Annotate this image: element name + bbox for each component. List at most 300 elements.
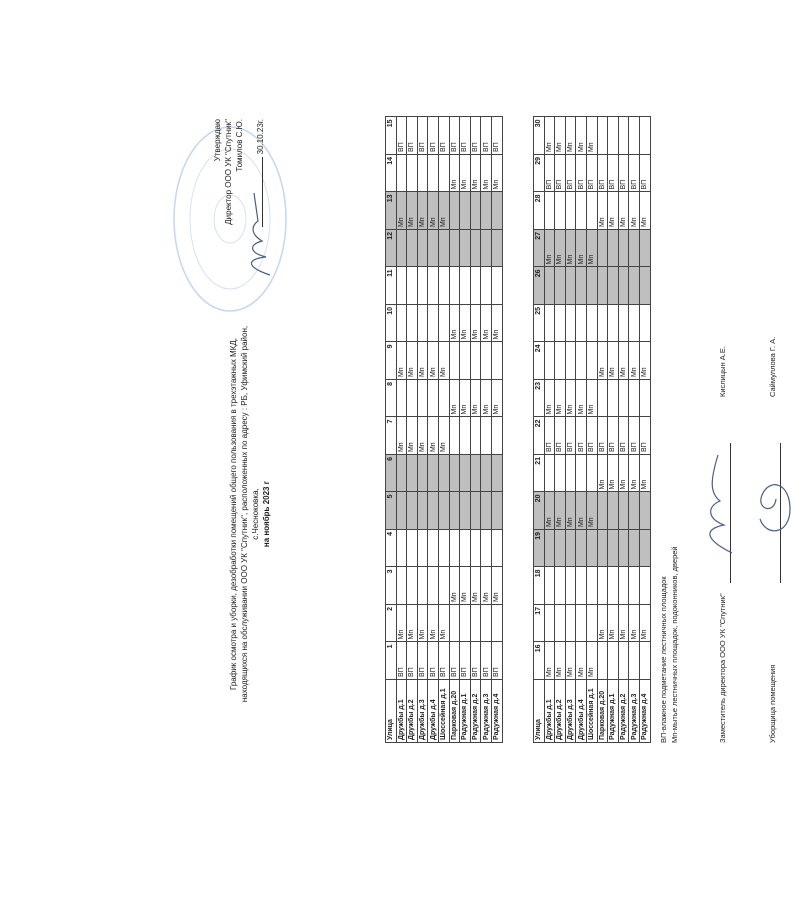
schedule-cell [491, 605, 502, 643]
schedule-cell [576, 305, 587, 343]
schedule-cell [417, 567, 428, 605]
schedule-cell [629, 117, 640, 155]
schedule-cell: Мп [597, 342, 608, 380]
schedule-cell: Мп [470, 567, 481, 605]
schedule-cell: Мп [586, 642, 597, 680]
schedule-cell [407, 155, 418, 193]
schedule-cell [639, 642, 650, 680]
schedule-cell: Мп [470, 305, 481, 343]
schedule-cell [576, 192, 587, 230]
schedule-cell [544, 267, 555, 305]
schedule-cell [576, 455, 587, 493]
schedule-cell: Мп [417, 605, 428, 643]
schedule-cell: Мп [597, 605, 608, 643]
day-header: 2 [386, 605, 397, 643]
street-cell: Шоссейная д.1 [586, 680, 597, 743]
schedule-cell: Мп [576, 380, 587, 418]
table-row [491, 117, 502, 743]
schedule-cell: Мп [438, 605, 449, 643]
schedule-cell: ВП [438, 117, 449, 155]
schedule-cell: Мп [481, 380, 492, 418]
table-row [438, 117, 449, 743]
schedule-cell [417, 530, 428, 568]
schedule-cell: ВП [618, 155, 629, 193]
schedule-cell: ВП [618, 417, 629, 455]
schedule-cell: ВП [396, 642, 407, 680]
schedule-cell: Мп [470, 155, 481, 193]
schedule-cell [608, 380, 619, 418]
cleaner-signature-row [768, 665, 777, 743]
schedule-cell [481, 455, 492, 493]
schedule-cell: Мп [544, 492, 555, 530]
schedule-cell [396, 230, 407, 268]
schedule-cell [576, 530, 587, 568]
schedule-cell [407, 305, 418, 343]
table-row [544, 117, 555, 743]
schedule-cell: ВП [544, 417, 555, 455]
schedule-cell: ВП [407, 117, 418, 155]
street-cell: Парковая д.20 [449, 680, 460, 743]
day-header: 17 [534, 605, 545, 643]
schedule-cell [460, 530, 471, 568]
schedule-cell [639, 530, 650, 568]
table-row [618, 117, 629, 743]
schedule-cell [417, 305, 428, 343]
schedule-cell [639, 380, 650, 418]
table-row [470, 117, 481, 743]
schedule-cell [629, 267, 640, 305]
schedule-cell: ВП [460, 642, 471, 680]
schedule-cell [438, 492, 449, 530]
schedule-cell [396, 492, 407, 530]
schedule-cell [565, 305, 576, 343]
schedule-cell: Мп [460, 380, 471, 418]
legend [658, 546, 680, 743]
schedule-cell [438, 267, 449, 305]
schedule-cell: ВП [428, 117, 439, 155]
cleaner-title: Уборщица помещения [768, 664, 777, 743]
day-header: 4 [386, 530, 397, 568]
schedule-cell: ВП [639, 417, 650, 455]
schedule-cell [407, 230, 418, 268]
schedule-cell: Мп [396, 192, 407, 230]
street-cell: Дружбы д.3 [417, 680, 428, 743]
schedule-cell [491, 455, 502, 493]
schedule-cell [586, 605, 597, 643]
street-cell: Дружбы д.4 [428, 680, 439, 743]
table-row [428, 117, 439, 743]
table-row [608, 117, 619, 743]
schedule-cell [396, 455, 407, 493]
schedule-cell [555, 305, 566, 343]
schedule-cell: ВП [438, 642, 449, 680]
schedule-cell [597, 380, 608, 418]
schedule-cell: Мп [618, 605, 629, 643]
schedule-cell [438, 230, 449, 268]
schedule-cell: Мп [449, 305, 460, 343]
schedule-cell: Мп [586, 117, 597, 155]
schedule-cell [597, 530, 608, 568]
schedule-cell: Мп [544, 117, 555, 155]
schedule-cell [597, 305, 608, 343]
schedule-cell: ВП [576, 417, 587, 455]
schedule-cell: ВП [565, 417, 576, 455]
table-row [586, 117, 597, 743]
schedule-cell [396, 567, 407, 605]
schedule-cell [449, 530, 460, 568]
day-header: 27 [534, 230, 545, 268]
schedule-cell [618, 230, 629, 268]
schedule-cell [608, 492, 619, 530]
schedule-cell [565, 455, 576, 493]
schedule-cell: Мп [565, 380, 576, 418]
schedule-cell: Мп [417, 342, 428, 380]
schedule-cell [438, 305, 449, 343]
schedule-cell: Мп [460, 305, 471, 343]
table-header-street: Улица [534, 680, 545, 743]
schedule-cell [576, 605, 587, 643]
schedule-cell [449, 417, 460, 455]
schedule-cell: Мп [608, 605, 619, 643]
schedule-cell: Мп [629, 605, 640, 643]
schedule-cell [491, 492, 502, 530]
schedule-cell: ВП [449, 117, 460, 155]
schedule-cell [460, 342, 471, 380]
schedule-cell [544, 605, 555, 643]
schedule-cell: Мп [639, 605, 650, 643]
schedule-cell [449, 455, 460, 493]
schedule-cell: Мп [576, 642, 587, 680]
schedule-cell [639, 230, 650, 268]
street-cell: Радужная д.3 [629, 680, 640, 743]
schedule-cell [449, 230, 460, 268]
street-cell: Шоссейная д.1 [438, 680, 449, 743]
schedule-cell [428, 230, 439, 268]
schedule-cell [608, 567, 619, 605]
schedule-cell [460, 230, 471, 268]
schedule-cell [460, 267, 471, 305]
schedule-cell [586, 192, 597, 230]
day-header: 29 [534, 155, 545, 193]
schedule-cell: Мп [438, 342, 449, 380]
schedule-cell: Мп [555, 230, 566, 268]
day-header: 15 [386, 117, 397, 155]
schedule-cell: ВП [481, 117, 492, 155]
schedule-cell [481, 417, 492, 455]
schedule-cell: Мп [407, 605, 418, 643]
schedule-cell [555, 267, 566, 305]
street-cell: Радужная д.2 [618, 680, 629, 743]
schedule-cell [618, 380, 629, 418]
schedule-cell: Мп [629, 192, 640, 230]
schedule-cell [407, 380, 418, 418]
schedule-cell [555, 192, 566, 230]
schedule-cell: Мп [438, 192, 449, 230]
schedule-cell [586, 305, 597, 343]
schedule-cell [407, 567, 418, 605]
schedule-cell [565, 605, 576, 643]
schedule-cell [544, 455, 555, 493]
schedule-cell [597, 267, 608, 305]
schedule-cell [428, 155, 439, 193]
schedule-cell [565, 192, 576, 230]
schedule-cell: Мп [586, 492, 597, 530]
table-row [565, 117, 576, 743]
schedule-cell [491, 342, 502, 380]
day-header: 19 [534, 530, 545, 568]
schedule-cell [618, 530, 629, 568]
schedule-cell: Мп [618, 192, 629, 230]
schedule-table-1 [385, 117, 503, 744]
street-cell: Радужная д.4 [491, 680, 502, 743]
schedule-cell: Мп [618, 342, 629, 380]
schedule-cell: Мп [438, 417, 449, 455]
schedule-cell [629, 642, 640, 680]
schedule-cell [629, 567, 640, 605]
schedule-cell: Мп [396, 342, 407, 380]
schedule-cell [481, 192, 492, 230]
schedule-cell [470, 230, 481, 268]
day-header: 22 [534, 417, 545, 455]
schedule-cell: ВП [555, 155, 566, 193]
schedule-cell: Мп [555, 380, 566, 418]
schedule-cell: ВП [608, 417, 619, 455]
schedule-cell [597, 492, 608, 530]
schedule-cell [470, 417, 481, 455]
schedule-cell [629, 230, 640, 268]
street-cell: Радужная д.3 [481, 680, 492, 743]
schedule-cell: Мп [608, 342, 619, 380]
schedule-cell: Мп [576, 117, 587, 155]
schedule-cell [417, 267, 428, 305]
schedule-cell: ВП [639, 155, 650, 193]
schedule-cell [417, 455, 428, 493]
schedule-cell: Мп [544, 380, 555, 418]
schedule-cell [407, 267, 418, 305]
schedule-cell: Мп [428, 417, 439, 455]
schedule-cell [438, 567, 449, 605]
schedule-cell: Мп [428, 192, 439, 230]
deputy-title: Заместитель директора ООО УК "Спутник" [718, 593, 727, 743]
schedule-cell [597, 230, 608, 268]
schedule-cell [417, 492, 428, 530]
schedule-cell [481, 267, 492, 305]
table-row [629, 117, 640, 743]
schedule-cell [639, 305, 650, 343]
schedule-cell [565, 267, 576, 305]
schedule-cell: Мп [639, 342, 650, 380]
schedule-cell: ВП [597, 417, 608, 455]
schedule-cell [555, 567, 566, 605]
schedule-cell [407, 455, 418, 493]
table-row [639, 117, 650, 743]
schedule-cell: Мп [565, 230, 576, 268]
schedule-cell [491, 192, 502, 230]
schedule-cell [460, 417, 471, 455]
table-row [417, 117, 428, 743]
day-header: 26 [534, 267, 545, 305]
schedule-cell: Мп [428, 342, 439, 380]
schedule-cell [639, 267, 650, 305]
schedule-cell [586, 567, 597, 605]
table-row [576, 117, 587, 743]
schedule-cell [428, 455, 439, 493]
schedule-cell [396, 267, 407, 305]
schedule-cell [449, 342, 460, 380]
schedule-cell [565, 567, 576, 605]
schedule-cell: Мп [449, 380, 460, 418]
schedule-cell [608, 117, 619, 155]
heading-line-2: находящихся на обслуживании ООО УК "Спутник", расположенных по адресу : РБ, Уфимский район, [240, 325, 249, 703]
schedule-cell [608, 530, 619, 568]
schedule-cell [449, 192, 460, 230]
schedule-cell [428, 492, 439, 530]
schedule-cell [629, 530, 640, 568]
day-header: 24 [534, 342, 545, 380]
day-header: 14 [386, 155, 397, 193]
schedule-cell [618, 267, 629, 305]
schedule-cell [428, 567, 439, 605]
table-row [460, 117, 471, 743]
schedule-cell: ВП [470, 642, 481, 680]
schedule-cell [428, 267, 439, 305]
schedule-cell [491, 230, 502, 268]
street-cell: Радужная д.4 [639, 680, 650, 743]
schedule-cell: Мп [407, 417, 418, 455]
heading-line-4: на ноябрь 2023 г [262, 480, 271, 548]
schedule-cell: ВП [428, 642, 439, 680]
schedule-cell: ВП [396, 117, 407, 155]
schedule-cell: Мп [491, 155, 502, 193]
schedule-cell: Мп [481, 305, 492, 343]
schedule-cell: Мп [565, 642, 576, 680]
schedule-cell: Мп [597, 192, 608, 230]
schedule-cell [629, 380, 640, 418]
day-header: 28 [534, 192, 545, 230]
schedule-cell [565, 342, 576, 380]
schedule-cell [470, 267, 481, 305]
schedule-cell: Мп [629, 455, 640, 493]
schedule-cell [586, 267, 597, 305]
schedule-cell [481, 342, 492, 380]
day-header: 21 [534, 455, 545, 493]
schedule-cell: Мп [470, 380, 481, 418]
schedule-cell [491, 417, 502, 455]
schedule-cell: Мп [639, 192, 650, 230]
schedule-cell: ВП [417, 117, 428, 155]
schedule-cell: ВП [597, 155, 608, 193]
schedule-cell [608, 305, 619, 343]
schedule-cell [618, 117, 629, 155]
schedule-cell [396, 380, 407, 418]
day-header: 1 [386, 642, 397, 680]
cleaner-signature [752, 469, 796, 539]
day-header: 18 [534, 567, 545, 605]
schedule-cell: ВП [481, 642, 492, 680]
heading-line-3: с.Чесноковка, [251, 488, 260, 540]
street-cell: Радужная д.2 [470, 680, 481, 743]
schedule-table-2 [533, 117, 651, 744]
schedule-cell [491, 267, 502, 305]
schedule-cell [555, 530, 566, 568]
day-header: 20 [534, 492, 545, 530]
schedule-cell [481, 230, 492, 268]
deputy-signature [700, 449, 740, 559]
legend-vp: ВП-влажное подметание лестничных площадок [659, 576, 668, 743]
cleaner-name: Саймуллова Г. А. [768, 336, 777, 397]
schedule-cell [417, 380, 428, 418]
schedule-cell: ВП [449, 642, 460, 680]
day-header: 8 [386, 380, 397, 418]
legend-mp: Мп-мытье лестничных площадок, подоконников, дверей [670, 546, 679, 743]
schedule-cell [608, 230, 619, 268]
schedule-cell: Мп [576, 230, 587, 268]
schedule-cell [629, 492, 640, 530]
schedule-cell: Мп [449, 155, 460, 193]
schedule-cell [438, 155, 449, 193]
schedule-cell: Мп [565, 117, 576, 155]
schedule-cell [491, 530, 502, 568]
schedule-cell: ВП [544, 155, 555, 193]
schedule-cell [597, 567, 608, 605]
street-cell: Радужная д.1 [460, 680, 471, 743]
schedule-cell: ВП [586, 155, 597, 193]
street-cell: Дружбы д.3 [565, 680, 576, 743]
table-row [407, 117, 418, 743]
schedule-cell: ВП [629, 417, 640, 455]
schedule-cell [470, 530, 481, 568]
schedule-cell: ВП [491, 117, 502, 155]
schedule-cell: ВП [565, 155, 576, 193]
schedule-cell [428, 530, 439, 568]
deputy-signature-row [718, 593, 727, 743]
schedule-cell: Мп [396, 605, 407, 643]
schedule-cell [608, 642, 619, 680]
schedule-cell: ВП [407, 642, 418, 680]
schedule-cell: ВП [576, 155, 587, 193]
day-header: 9 [386, 342, 397, 380]
heading-line-1: График осмотра и уборки, дезобработки помещений общего пользования в трехэтажных МКД, [229, 337, 238, 691]
schedule-cell [639, 117, 650, 155]
schedule-cell: Мп [460, 155, 471, 193]
schedule-cell [438, 530, 449, 568]
schedule-cell: Мп [460, 567, 471, 605]
schedule-cell: ВП [491, 642, 502, 680]
schedule-cell: Мп [629, 342, 640, 380]
schedule-cell [544, 192, 555, 230]
schedule-cell [460, 192, 471, 230]
schedule-cell [438, 455, 449, 493]
schedule-cell [544, 567, 555, 605]
schedule-cell [396, 155, 407, 193]
schedule-cell [586, 342, 597, 380]
schedule-cell: Мп [544, 230, 555, 268]
schedule-cell [428, 380, 439, 418]
schedule-cell: Мп [407, 192, 418, 230]
schedule-cell: Мп [555, 117, 566, 155]
schedule-cell [470, 342, 481, 380]
schedule-cell: Мп [544, 642, 555, 680]
schedule-cell [481, 605, 492, 643]
approval-date: 30.10.23г. [256, 119, 265, 155]
day-header: 6 [386, 455, 397, 493]
day-header: 5 [386, 492, 397, 530]
schedule-cell: Мп [597, 455, 608, 493]
schedule-cell: Мп [481, 155, 492, 193]
schedule-cell [565, 530, 576, 568]
schedule-cell [460, 455, 471, 493]
schedule-cell [470, 492, 481, 530]
